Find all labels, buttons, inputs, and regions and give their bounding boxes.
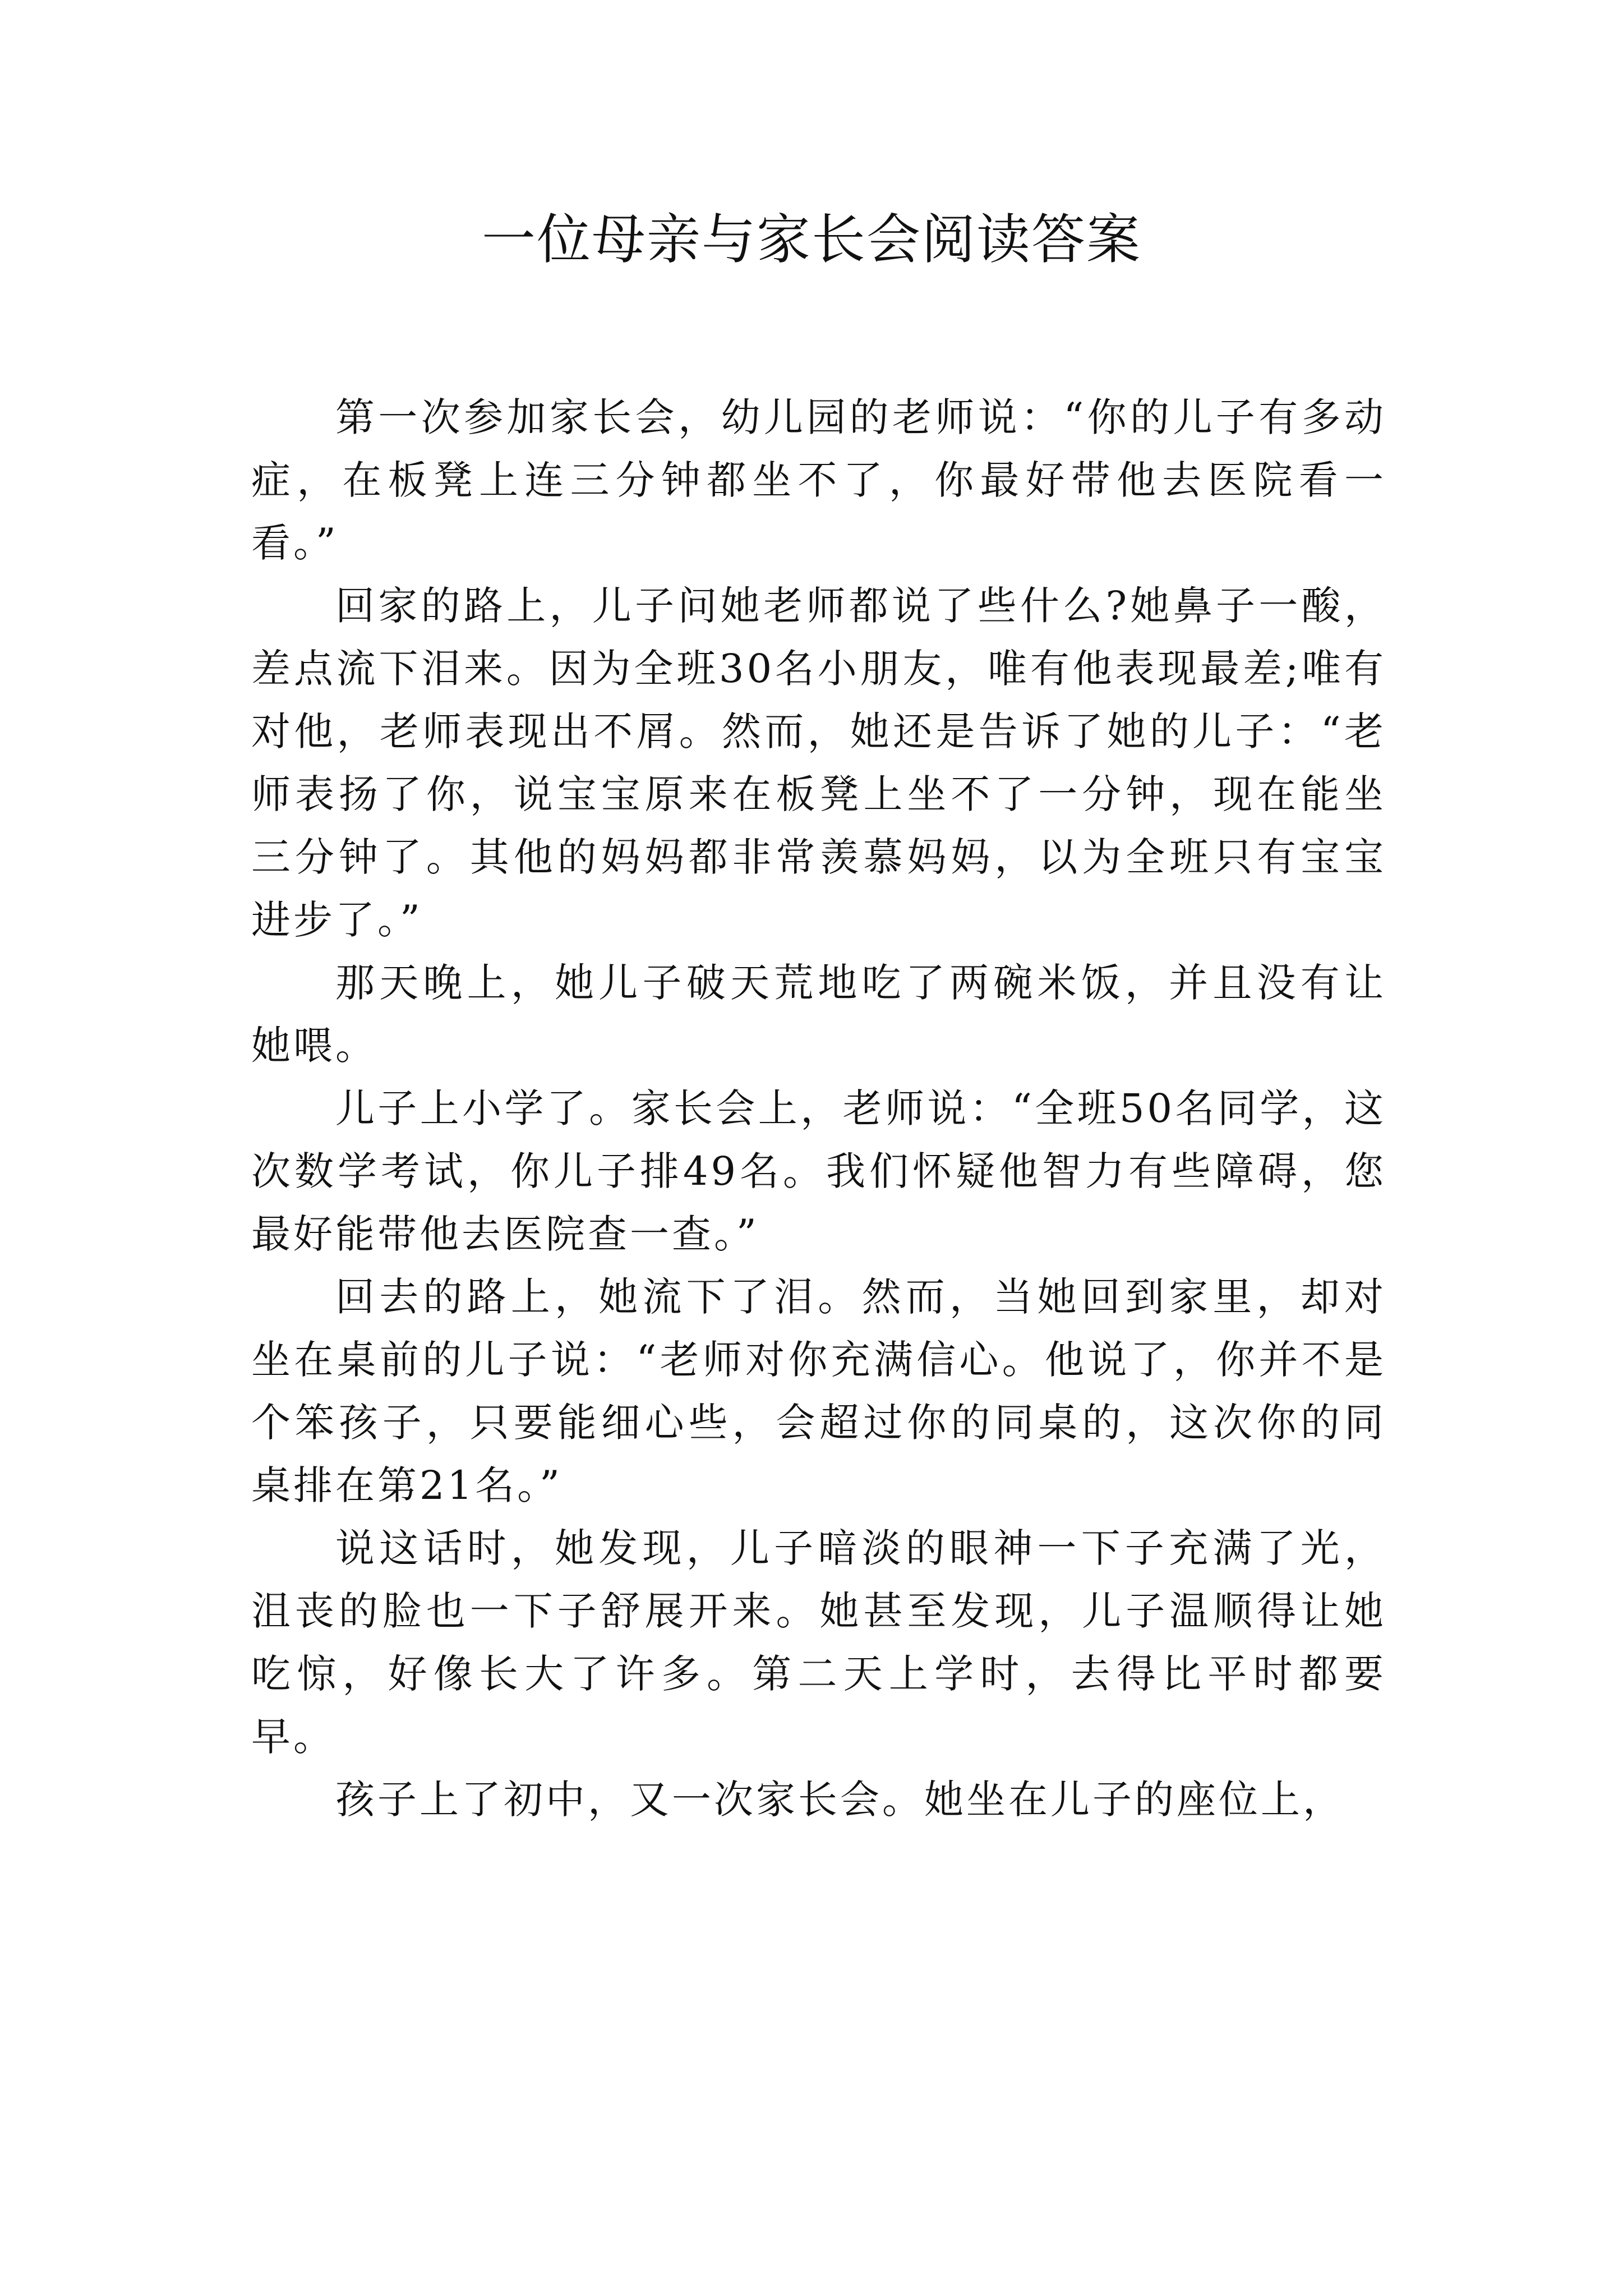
document-title: 一位母亲与家长会阅读答案 bbox=[482, 208, 1141, 271]
document-body bbox=[251, 386, 1386, 1831]
paragraph-3: 那天晚上，她儿子破天荒地吃了两碗米饭，并且没有让她喂。 bbox=[251, 960, 1386, 1069]
paragraph-2: 回家的路上，儿子问她老师都说了些什么?她鼻子一酸，差点流下泪来。因为全班30名小朋友，唯有他表现最差;唯有对他，老师表现出不屑。然而，她还是告诉了她的儿子：“老师表扬了你，说宝宝原来在板凳上坐不了一分钟，现在能坐三分钟了。其他的妈妈都非常羡慕妈妈，以为全班只有宝宝进步了。” bbox=[251, 583, 1386, 943]
paragraph-1: 第一次参加家长会，幼儿园的老师说：“你的儿子有多动症，在板凳上连三分钟都坐不了，你最好带他去医院看一看。” bbox=[251, 394, 1386, 566]
paragraph-6: 说这话时，她发现，儿子暗淡的眼神一下子充满了光，沮丧的脸也一下子舒展开来。她甚至发现，儿子温顺得让她吃惊，好像长大了许多。第二天上学时，去得比平时都要早。 bbox=[251, 1525, 1386, 1760]
paragraph-5: 回去的路上，她流下了泪。然而，当她回到家里，却对坐在桌前的儿子说：“老师对你充满信心。他说了，你并不是个笨孩子，只要能细心些，会超过你的同桌的，这次你的同桌排在第21名。” bbox=[251, 1274, 1386, 1508]
paragraph-4: 儿子上小学了。家长会上，老师说：“全班50名同学，这次数学考试，你儿子排49名。我们怀疑他智力有些障碍，您最好能带他去医院查一查。” bbox=[251, 1085, 1386, 1257]
paragraph-7: 孩子上了初中，又一次家长会。她坐在儿子的座位上， bbox=[335, 1777, 1345, 1823]
